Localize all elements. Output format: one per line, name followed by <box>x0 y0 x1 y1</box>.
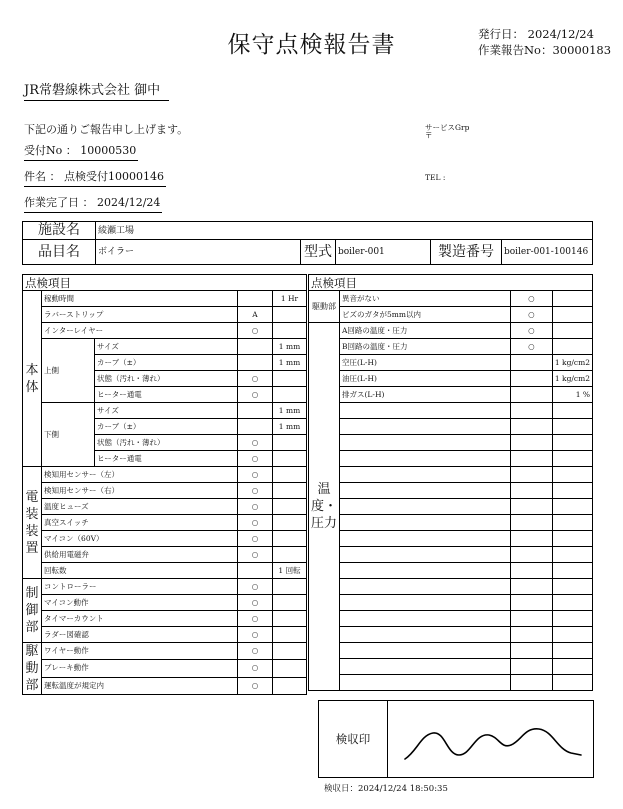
row-name: マイコン（60V） <box>42 531 238 547</box>
row-name: ヒーター通電 <box>95 451 238 467</box>
row-name: マイコン動作 <box>42 595 238 611</box>
row-mark <box>510 371 552 387</box>
facility-label: 施設名 <box>23 222 96 240</box>
serial-label: 製造番号 <box>431 240 502 265</box>
row-mark: ○ <box>238 451 273 467</box>
row-value: 1 mm <box>273 403 307 419</box>
row-name: ラバーストリップ <box>42 307 238 323</box>
row-mark: ○ <box>238 531 273 547</box>
row-value: 1 % <box>552 387 592 403</box>
row-mark <box>238 355 273 371</box>
left-inspection-table <box>22 274 307 695</box>
right-inspection-table <box>308 274 593 691</box>
row-value <box>273 499 307 515</box>
empty-cell <box>510 611 552 627</box>
row-name: タイマーカウント <box>42 611 238 627</box>
empty-cell <box>340 563 511 579</box>
empty-cell <box>340 579 511 595</box>
row-value <box>273 643 307 660</box>
group-hontai: 本体 <box>23 291 42 467</box>
empty-cell <box>340 531 511 547</box>
empty-cell <box>552 483 592 499</box>
row-mark <box>238 291 273 307</box>
row-name: 排ガス(L-H) <box>340 387 511 403</box>
group-kudou-right: 駆動部 <box>309 291 340 323</box>
row-name: 検知用センサー（右） <box>42 483 238 499</box>
row-value <box>273 531 307 547</box>
row-value: 1 Hr <box>273 291 307 307</box>
empty-cell <box>510 675 552 691</box>
empty-cell <box>340 467 511 483</box>
row-value <box>273 435 307 451</box>
row-value <box>273 627 307 643</box>
row-name: 真空スイッチ <box>42 515 238 531</box>
empty-cell <box>510 435 552 451</box>
empty-cell <box>340 659 511 675</box>
row-value: 1 kg/cm2 <box>552 355 592 371</box>
row-name: 供給用電磁弁 <box>42 547 238 563</box>
row-value <box>552 323 592 339</box>
row-mark: ○ <box>510 307 552 323</box>
row-mark: ○ <box>510 323 552 339</box>
empty-cell <box>510 467 552 483</box>
row-mark: ○ <box>238 467 273 483</box>
row-mark: ○ <box>238 547 273 563</box>
acceptance-stamp-box <box>318 700 594 778</box>
row-mark: ○ <box>238 435 273 451</box>
group-ue: 上側 <box>42 339 95 403</box>
row-mark <box>238 403 273 419</box>
row-value: 1 mm <box>273 355 307 371</box>
serial-value: boiler-001-100146 <box>502 240 593 265</box>
row-value <box>552 307 592 323</box>
row-mark: ○ <box>238 387 273 403</box>
model-value: boiler-001 <box>336 240 431 265</box>
row-value <box>273 660 307 677</box>
subject: 件名 ： 点検受付10000146 <box>24 168 166 187</box>
empty-cell <box>510 563 552 579</box>
row-mark: ○ <box>238 323 273 339</box>
group-seigyo: 制御部 <box>23 579 42 643</box>
empty-cell <box>510 643 552 659</box>
row-value <box>273 371 307 387</box>
row-name: B回路の温度・圧力 <box>340 339 511 355</box>
empty-cell <box>510 579 552 595</box>
row-name: 状態（汚れ・薄れ） <box>95 435 238 451</box>
item-value: ボイラー <box>96 240 301 265</box>
row-value <box>273 467 307 483</box>
row-value: 1 回転 <box>273 563 307 579</box>
empty-cell <box>552 403 592 419</box>
row-mark: ○ <box>238 579 273 595</box>
completion-date: 作業完了日 ： 2024/12/24 <box>24 194 162 213</box>
empty-cell <box>552 467 592 483</box>
empty-cell <box>552 611 592 627</box>
row-mark: ○ <box>238 643 273 660</box>
row-mark: ○ <box>238 515 273 531</box>
empty-cell <box>340 499 511 515</box>
row-value <box>273 323 307 339</box>
empty-cell <box>510 547 552 563</box>
row-mark: ○ <box>238 611 273 627</box>
info-table <box>22 221 593 265</box>
empty-cell <box>552 531 592 547</box>
row-name: ラダー図確認 <box>42 627 238 643</box>
row-mark: ○ <box>510 291 552 307</box>
row-name: 異音がない <box>340 291 511 307</box>
row-name: カーブ（±） <box>95 355 238 371</box>
empty-cell <box>552 595 592 611</box>
empty-cell <box>340 547 511 563</box>
right-header: 点検項目 <box>309 275 593 291</box>
postal-mark: 〒 <box>425 131 433 140</box>
empty-cell <box>340 675 511 691</box>
row-name: 運転温度が規定内 <box>42 677 238 694</box>
empty-cell <box>552 547 592 563</box>
report-number: 作業報告No：30000183 <box>478 43 612 57</box>
empty-cell <box>340 435 511 451</box>
empty-cell <box>552 579 592 595</box>
row-mark: ○ <box>238 499 273 515</box>
row-value <box>273 451 307 467</box>
row-name: 稼動時間 <box>42 291 238 307</box>
empty-cell <box>552 435 592 451</box>
row-name: ヒーター通電 <box>95 387 238 403</box>
row-name: 油圧(L-H) <box>340 371 511 387</box>
issue-date: 発行日： 2024/12/24 <box>478 27 594 41</box>
empty-cell <box>552 515 592 531</box>
row-name: 温度ヒューズ <box>42 499 238 515</box>
empty-cell <box>510 627 552 643</box>
row-value <box>273 387 307 403</box>
empty-cell <box>340 515 511 531</box>
row-name: 回転数 <box>42 563 238 579</box>
model-label: 型式 <box>301 240 336 265</box>
empty-cell <box>510 595 552 611</box>
group-shita: 下側 <box>42 403 95 467</box>
row-name: サイズ <box>95 339 238 355</box>
row-name: A回路の温度・圧力 <box>340 323 511 339</box>
row-name: カーブ（±） <box>95 419 238 435</box>
empty-cell <box>340 419 511 435</box>
group-densou: 電装装置 <box>23 467 42 579</box>
row-value: 1 mm <box>273 419 307 435</box>
row-mark: ○ <box>238 627 273 643</box>
empty-cell <box>340 403 511 419</box>
row-mark: ○ <box>238 483 273 499</box>
row-mark: ○ <box>238 371 273 387</box>
row-value <box>273 677 307 694</box>
empty-cell <box>552 643 592 659</box>
empty-cell <box>510 499 552 515</box>
facility-value: 綾瀬工場 <box>96 222 593 240</box>
intro-text: 下記の通りご報告申し上げます。 <box>24 123 189 136</box>
row-mark: ○ <box>238 677 273 694</box>
row-value: 1 kg/cm2 <box>552 371 592 387</box>
row-mark <box>238 419 273 435</box>
group-kudou: 駆動部 <box>23 643 42 695</box>
signature <box>399 711 589 767</box>
empty-cell <box>510 659 552 675</box>
service-group: サービスGrp <box>425 123 470 132</box>
empty-cell <box>340 595 511 611</box>
row-mark: ○ <box>238 595 273 611</box>
empty-cell <box>510 515 552 531</box>
group-ondo: 温度・圧力 <box>309 323 340 691</box>
item-label: 品目名 <box>23 240 96 265</box>
row-value <box>273 611 307 627</box>
row-value <box>552 291 592 307</box>
row-name: 検知用センサー（左） <box>42 467 238 483</box>
empty-cell <box>552 659 592 675</box>
tel-label: TEL : <box>425 173 446 182</box>
acceptance-date: 検収日：2024/12/24 18:50:35 <box>324 784 448 794</box>
empty-cell <box>552 675 592 691</box>
row-value: 1 mm <box>273 339 307 355</box>
empty-cell <box>340 611 511 627</box>
row-name: ブレーキ動作 <box>42 660 238 677</box>
row-name: ビズのガタが5mm以内 <box>340 307 511 323</box>
row-value <box>273 307 307 323</box>
empty-cell <box>510 531 552 547</box>
empty-cell <box>340 643 511 659</box>
empty-cell <box>340 627 511 643</box>
empty-cell <box>552 563 592 579</box>
row-name: ワイヤー動作 <box>42 643 238 660</box>
row-value <box>273 579 307 595</box>
row-value <box>552 339 592 355</box>
row-name: 状態（汚れ・薄れ） <box>95 371 238 387</box>
row-name: インターレイヤー <box>42 323 238 339</box>
recipient: JR常磐線株式会社 御中 <box>24 79 169 101</box>
empty-cell <box>510 403 552 419</box>
empty-cell <box>510 419 552 435</box>
empty-cell <box>552 451 592 467</box>
empty-cell <box>510 483 552 499</box>
reception-number: 受付No ： 10000530 <box>24 142 138 161</box>
empty-cell <box>340 483 511 499</box>
row-mark <box>238 339 273 355</box>
left-header: 点検項目 <box>23 275 307 291</box>
empty-cell <box>552 419 592 435</box>
row-mark: A <box>238 307 273 323</box>
report-title: 保守点検報告書 <box>227 32 396 58</box>
row-name: コントローラー <box>42 579 238 595</box>
row-value <box>273 483 307 499</box>
row-mark <box>510 355 552 371</box>
empty-cell <box>340 451 511 467</box>
row-mark <box>238 563 273 579</box>
empty-cell <box>552 627 592 643</box>
row-value <box>273 515 307 531</box>
row-name: 空圧(L-H) <box>340 355 511 371</box>
row-value <box>273 595 307 611</box>
row-value <box>273 547 307 563</box>
empty-cell <box>552 499 592 515</box>
stamp-label: 検収印 <box>319 701 388 777</box>
row-mark <box>510 387 552 403</box>
row-mark: ○ <box>238 660 273 677</box>
row-name: サイズ <box>95 403 238 419</box>
row-mark: ○ <box>510 339 552 355</box>
empty-cell <box>510 451 552 467</box>
